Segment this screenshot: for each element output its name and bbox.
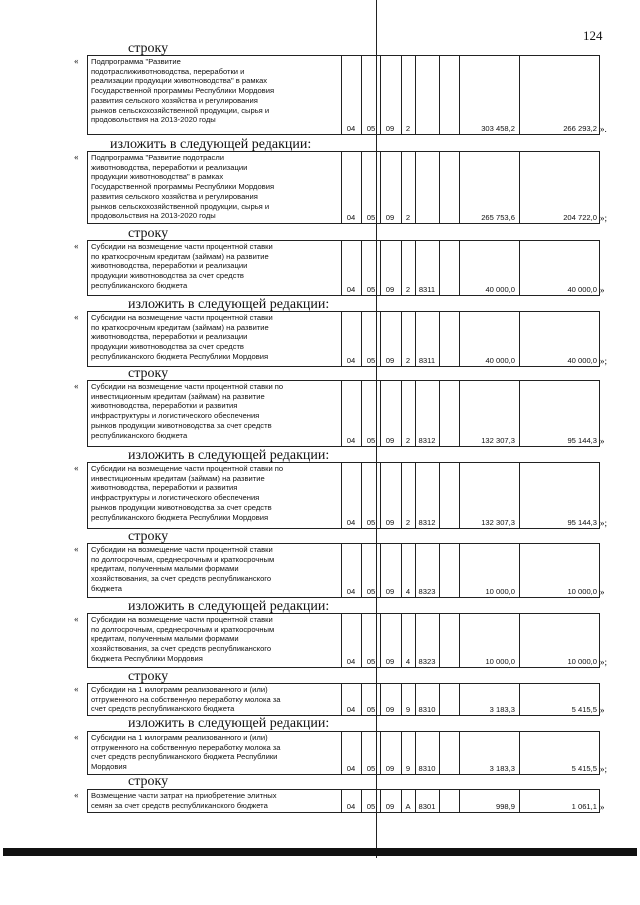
- amount-year-1: 998,9: [495, 802, 515, 811]
- classification-code: 05: [366, 213, 376, 222]
- close-quote: »;: [600, 356, 608, 366]
- classification-code: 09: [385, 705, 395, 714]
- classification-code: 8311: [418, 356, 436, 365]
- row-table: [87, 151, 600, 224]
- budget-row-old: [0, 55, 640, 135]
- row-description: Субсидии на 1 килограмм реализованного и (или) отгруженного на собственную переработку молока за счет средств республиканского бюджета: [91, 685, 281, 714]
- header-izlozhit: изложить в следующей редакции:: [110, 137, 312, 152]
- row-description: Субсидии на возмещение части процентной ставки по долгосрочным, среднесрочным и краткосрочным кредитам, полученным малыми формами хозяйствования, за счет средств республиканского бюджета: [91, 545, 275, 593]
- classification-code: 09: [385, 802, 395, 811]
- close-quote: »;: [600, 518, 608, 528]
- classification-code: 09: [385, 587, 395, 596]
- classification-code: 09: [385, 657, 395, 666]
- amount-year-2: 10 000,0: [567, 587, 597, 596]
- classification-code: 2: [405, 436, 411, 445]
- open-quote: «: [74, 56, 79, 66]
- classification-code: 05: [366, 764, 376, 773]
- header-stroku: строку: [128, 366, 169, 381]
- classification-code: 8312: [418, 518, 436, 527]
- close-quote: »: [600, 285, 605, 295]
- budget-row-old: [0, 380, 640, 447]
- row-description: Субсидии на 1 килограмм реализованного и (или) отгруженного на собственную переработку молока за счет средств республиканского бюджета Республики Мордовия: [91, 733, 281, 772]
- budget-row-new: [0, 731, 640, 775]
- row-table: [87, 613, 600, 668]
- classification-code: 04: [346, 213, 356, 222]
- open-quote: «: [74, 614, 79, 624]
- close-quote: »: [600, 705, 605, 715]
- classification-code: 9: [405, 764, 411, 773]
- cell-divider: [415, 56, 416, 134]
- classification-code: 04: [346, 587, 356, 596]
- header-stroku: строку: [128, 669, 169, 684]
- budget-row-new: [0, 613, 640, 668]
- amount-year-2: 5 415,5: [571, 705, 597, 714]
- row-table: [87, 240, 600, 296]
- amount-year-1: 40 000,0: [485, 285, 515, 294]
- row-description: Субсидии на возмещение части процентной ставки по инвестиционным кредитам (займам) на развитие животноводства, переработки и развития инфраструктуры и логистического обеспечения рынков продукции животноводства за счет средств республиканского бюджета Республики Мордовия: [91, 464, 284, 522]
- amount-year-1: 3 183,3: [489, 705, 515, 714]
- classification-code: 05: [366, 436, 376, 445]
- header-izlozhit: изложить в следующей редакции:: [128, 716, 330, 731]
- classification-code: 05: [366, 124, 376, 133]
- classification-code: 2: [405, 356, 411, 365]
- row-description: Субсидии на возмещение части процентной ставки по инвестиционным кредитам (займам) на развитие животноводства, переработки и развития инфраструктуры и логистического обеспечения рынков продукции животноводства за счет средств республиканского бюджета: [91, 382, 284, 440]
- cell-divider: [439, 381, 440, 446]
- amount-year-2: 266 293,2: [563, 124, 597, 133]
- open-quote: «: [74, 544, 79, 554]
- cell-divider: [380, 56, 381, 134]
- close-quote: »: [600, 436, 605, 446]
- classification-code: 2: [405, 213, 411, 222]
- row-description: Субсидии на возмещение части процентной ставки по краткосрочным кредитам (займам) на развитие животноводства, переработки и реализации продукции животноводства за счет средств республиканского бюджета Республики Мордовия: [91, 313, 273, 361]
- amount-year-2: 95 144,3: [567, 436, 597, 445]
- classification-code: 2: [405, 285, 411, 294]
- close-quote: »: [600, 587, 605, 597]
- header-stroku: строку: [128, 529, 169, 544]
- classification-code: А: [405, 802, 411, 811]
- amount-year-1: 265 753,6: [481, 213, 515, 222]
- classification-code: 05: [366, 705, 376, 714]
- header-izlozhit: изложить в следующей редакции:: [128, 448, 330, 463]
- cell-divider: [439, 732, 440, 774]
- amount-year-1: 132 307,3: [481, 518, 515, 527]
- classification-code: 04: [346, 356, 356, 365]
- close-quote: ».: [600, 124, 607, 134]
- cell-divider: [361, 56, 362, 134]
- classification-code: 4: [405, 587, 411, 596]
- classification-code: 8311: [418, 285, 436, 294]
- cell-divider: [439, 56, 440, 134]
- classification-code: 04: [346, 518, 356, 527]
- open-quote: «: [74, 732, 79, 742]
- budget-row-old: [0, 683, 640, 716]
- classification-code: 04: [346, 285, 356, 294]
- open-quote: «: [74, 381, 79, 391]
- header-stroku: строку: [128, 774, 169, 789]
- classification-code: 09: [385, 124, 395, 133]
- cell-divider: [439, 241, 440, 295]
- classification-code: 2: [405, 518, 411, 527]
- classification-code: 04: [346, 657, 356, 666]
- amount-year-2: 204 722,0: [563, 213, 597, 222]
- amount-year-2: 40 000,0: [567, 285, 597, 294]
- classification-code: 9: [405, 705, 411, 714]
- cell-divider: [341, 56, 342, 134]
- cell-divider: [439, 684, 440, 715]
- close-quote: »: [600, 802, 605, 812]
- classification-code: 8310: [418, 705, 436, 714]
- classification-code: 8310: [418, 764, 436, 773]
- cell-divider: [439, 544, 440, 597]
- row-table: [87, 543, 600, 598]
- classification-code: 04: [346, 124, 356, 133]
- row-table: [87, 55, 600, 135]
- row-description: Подпрограмма "Развитие подотрасли животноводства, переработки и реализации продукции животноводства" в рамках Государственной программы Республики Мордовия развития сельского хозяйства и регулирования рынков сельскохозяйственной продукции, сырья и продовольствия на 2013-2020 годы: [91, 153, 275, 221]
- header-izlozhit: изложить в следующей редакции:: [128, 599, 330, 614]
- scan-edge-bar: [3, 848, 637, 856]
- classification-code: 2: [405, 124, 411, 133]
- cell-divider: [459, 56, 460, 134]
- open-quote: «: [74, 152, 79, 162]
- classification-code: 09: [385, 356, 395, 365]
- row-description: Подпрограмма "Развитие подотраслиживотноводства, переработки и реализации продукции животноводства" в рамках Государственной программы Республики Мордовия развития сельского хозяйства и регулирования рынков сельскохозяйственной продукции, сырья и продовольствия на 2013-2020 годы: [91, 57, 275, 125]
- classification-code: 04: [346, 802, 356, 811]
- classification-code: 09: [385, 764, 395, 773]
- amount-year-1: 10 000,0: [485, 657, 515, 666]
- amount-year-1: 3 183,3: [489, 764, 515, 773]
- classification-code: 05: [366, 285, 376, 294]
- close-quote: »;: [600, 657, 608, 667]
- header-stroku: строку: [128, 226, 169, 241]
- open-quote: «: [74, 463, 79, 473]
- classification-code: 8323: [418, 587, 436, 596]
- amount-year-1: 10 000,0: [485, 587, 515, 596]
- amount-year-2: 40 000,0: [567, 356, 597, 365]
- classification-code: 04: [346, 436, 356, 445]
- budget-row-old: [0, 543, 640, 598]
- classification-code: 04: [346, 764, 356, 773]
- amount-year-2: 5 415,5: [571, 764, 597, 773]
- classification-code: 8312: [418, 436, 436, 445]
- amount-year-2: 95 144,3: [567, 518, 597, 527]
- row-table: [87, 380, 600, 447]
- budget-row-new: [0, 311, 640, 367]
- classification-code: 09: [385, 436, 395, 445]
- classification-code: 8323: [418, 657, 436, 666]
- budget-row-new: [0, 151, 640, 224]
- row-table: [87, 683, 600, 716]
- amount-year-1: 303 458,2: [481, 124, 515, 133]
- classification-code: 05: [366, 802, 376, 811]
- row-table: [87, 311, 600, 367]
- budget-row-old: [0, 789, 640, 813]
- cell-divider: [439, 152, 440, 223]
- budget-row-old: [0, 240, 640, 296]
- classification-code: 05: [366, 587, 376, 596]
- cell-divider: [439, 790, 440, 812]
- cell-divider: [439, 614, 440, 667]
- close-quote: »;: [600, 213, 608, 223]
- amount-year-1: 40 000,0: [485, 356, 515, 365]
- open-quote: «: [74, 241, 79, 251]
- classification-code: 05: [366, 657, 376, 666]
- cell-divider: [519, 56, 520, 134]
- cell-divider: [439, 312, 440, 366]
- amount-year-2: 10 000,0: [567, 657, 597, 666]
- open-quote: «: [74, 312, 79, 322]
- close-quote: »;: [600, 764, 608, 774]
- cell-divider: [401, 56, 402, 134]
- classification-code: 8301: [418, 802, 436, 811]
- open-quote: «: [74, 684, 79, 694]
- cell-divider: [439, 463, 440, 528]
- classification-code: 04: [346, 705, 356, 714]
- classification-code: 09: [385, 518, 395, 527]
- row-description: Субсидии на возмещение части процентной ставки по долгосрочным, среднесрочным и краткосрочным кредитам, полученным малыми формами хозяйствования, за счет средств республиканского бюджета Республики Мордовия: [91, 615, 275, 663]
- open-quote: «: [74, 790, 79, 800]
- page-number: 124: [583, 28, 603, 43]
- amount-year-1: 132 307,3: [481, 436, 515, 445]
- classification-code: 4: [405, 657, 411, 666]
- amount-year-2: 1 061,1: [571, 802, 597, 811]
- classification-code: 05: [366, 356, 376, 365]
- row-table: [87, 462, 600, 529]
- classification-code: 09: [385, 285, 395, 294]
- classification-code: 09: [385, 213, 395, 222]
- classification-code: 05: [366, 518, 376, 527]
- row-table: [87, 731, 600, 775]
- row-description: Субсидии на возмещение части процентной ставки по краткосрочным кредитам (займам) на развитие животноводства, переработки и реализации продукции животноводства за счет средств республиканского бюджета: [91, 242, 273, 290]
- row-table: [87, 789, 600, 813]
- header-izlozhit: изложить в следующей редакции:: [128, 297, 330, 312]
- budget-row-new: [0, 462, 640, 529]
- header-stroku: строку: [128, 41, 169, 56]
- row-description: Возмещение части затрат на приобретение элитных семян за счет средств республиканского бюджета: [91, 791, 277, 810]
